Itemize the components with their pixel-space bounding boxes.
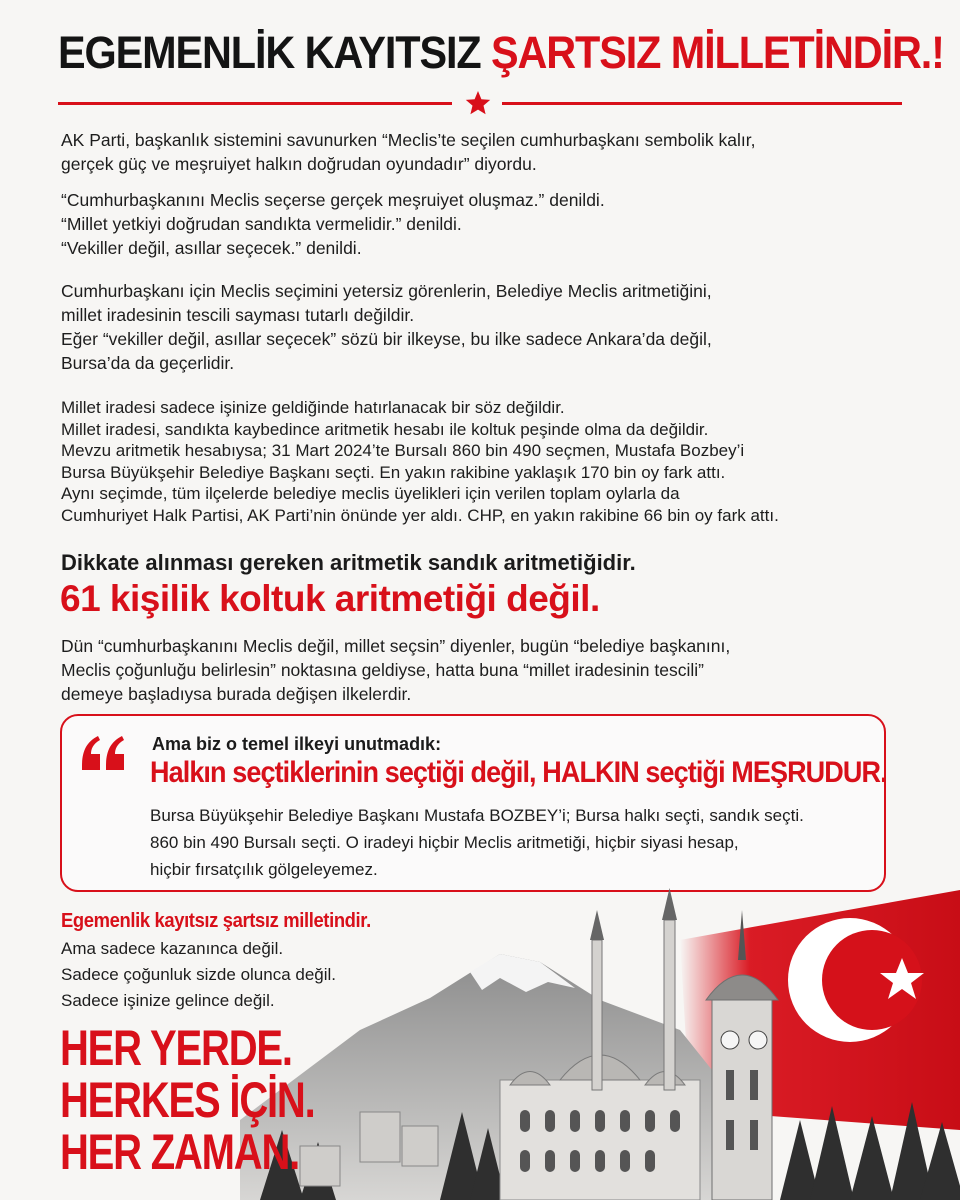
closing-line: Ama sadece kazanınca değil.: [61, 939, 284, 958]
intro-line: gerçek güç ve meşruiyet halkın doğrudan oyundadır” diyordu.: [61, 154, 537, 174]
quote-body-line: hiçbir fırsatçılık gölgeleyemez.: [150, 860, 378, 879]
quote-line: “Cumhurbaşkanını Meclis seçerse gerçek meşruiyet oluşmaz.” denildi.: [61, 190, 605, 210]
quote-body: [150, 802, 870, 883]
page-title: [58, 22, 944, 84]
argument-line: millet iradesinin tescili sayması tutarlı değildir.: [61, 305, 415, 325]
quote-headline: Halkın seçtiklerinin seçtiği değil, HALKIN seçtiği MEŞRUDUR.: [150, 756, 887, 789]
quote-line: “Millet yetkiyi doğrudan sandıkta vermelidir.” denildi.: [61, 214, 462, 234]
section-emphasis: 61 kişilik koltuk aritmetiği değil.: [60, 578, 600, 619]
quote-intro: Ama biz o temel ilkeyi unutmadık:: [152, 734, 442, 754]
change-line: demeye başladıysa burada değişen ilkelerdir.: [61, 684, 412, 704]
quote-line: “Vekiller değil, asıllar seçecek.” denildi.: [61, 238, 362, 258]
title-red-part: ŞARTSIZ MİLLETİNDİR.!: [490, 27, 944, 78]
closing-line: Sadece işinize gelince değil.: [61, 991, 275, 1010]
facts-line: Cumhuriyet Halk Partisi, AK Parti’nin önünde yer aldı. CHP, en yakın rakibine 66 bin oy fark attı.: [61, 505, 779, 525]
argument-paragraph: [61, 279, 921, 375]
quote-mark-icon: [76, 722, 132, 778]
facts-line: Bursa Büyükşehir Belediye Başkanı seçti. En yakın rakibine yaklaşık 170 bin oy fark attı.: [61, 462, 726, 482]
section-heading: Dikkate alınması gereken aritmetik sandık aritmetiğidir.: [61, 550, 636, 575]
argument-line: Eğer “vekiller değil, asıllar seçecek” sözü bir ilkeyse, bu ilke sadece Ankara’da değil,: [61, 329, 712, 349]
slogan-line: HER YERDE.: [60, 1020, 292, 1076]
slogan-line: HER ZAMAN.: [60, 1124, 300, 1180]
facts-line: Millet iradesi sadece işinize geldiğinde hatırlanacak bir söz değildir.: [61, 398, 565, 417]
quoted-statements: [61, 188, 921, 260]
intro-line: AK Parti, başkanlık sistemini savunurken “Meclis’te seçilen cumhurbaşkanı sembolik kalır,: [61, 130, 756, 150]
change-line: Dün “cumhurbaşkanını Meclis değil, millet seçsin” diyenler, bugün “belediye başkanını,: [61, 636, 731, 656]
change-line: Meclis çoğunluğu belirlesin” noktasına geldiyse, hatta buna “millet iradesinin tescili”: [61, 660, 704, 680]
title-black-part: EGEMENLİK KAYITSIZ: [58, 27, 491, 78]
quote-body-line: 860 bin 490 Bursalı seçti. O iradeyi hiçbir Meclis aritmetiği, hiçbir siyasi hesap,: [150, 833, 739, 852]
facts-line: Millet iradesi, sandıkta kaybedince aritmetik hesabı ile koltuk peşinde olma da değildir.: [61, 419, 709, 439]
slogan-line: HERKES İÇİN.: [60, 1072, 315, 1128]
divider-right: [502, 102, 902, 105]
facts-paragraph: [61, 397, 921, 526]
facts-line: Aynı seçimde, tüm ilçelerde belediye meclis üyelikleri için verilen toplam oylarla da: [61, 484, 680, 503]
intro-paragraph: [61, 128, 921, 176]
change-paragraph: [61, 634, 921, 706]
argument-line: Cumhurbaşkanı için Meclis seçimini yetersiz görenlerin, Belediye Meclis aritmetiğini,: [61, 281, 712, 301]
slogan: [60, 1022, 315, 1178]
closing-heading: Egemenlik kayıtsız şartsız milletindir.: [61, 910, 371, 932]
divider-left: [58, 102, 452, 105]
facts-line: Mevzu aritmetik hesabıysa; 31 Mart 2024’te Bursalı 860 bin 490 seçmen, Mustafa Bozbey’i: [61, 441, 745, 460]
argument-line: Bursa’da da geçerlidir.: [61, 353, 235, 373]
closing-line: Sadece çoğunluk sizde olunca değil.: [61, 965, 337, 984]
closing-lines: [61, 936, 336, 1014]
quote-body-line: Bursa Büyükşehir Belediye Başkanı Mustafa BOZBEY’i; Bursa halkı seçti, sandık seçti.: [150, 806, 804, 825]
star-icon: [463, 88, 493, 118]
